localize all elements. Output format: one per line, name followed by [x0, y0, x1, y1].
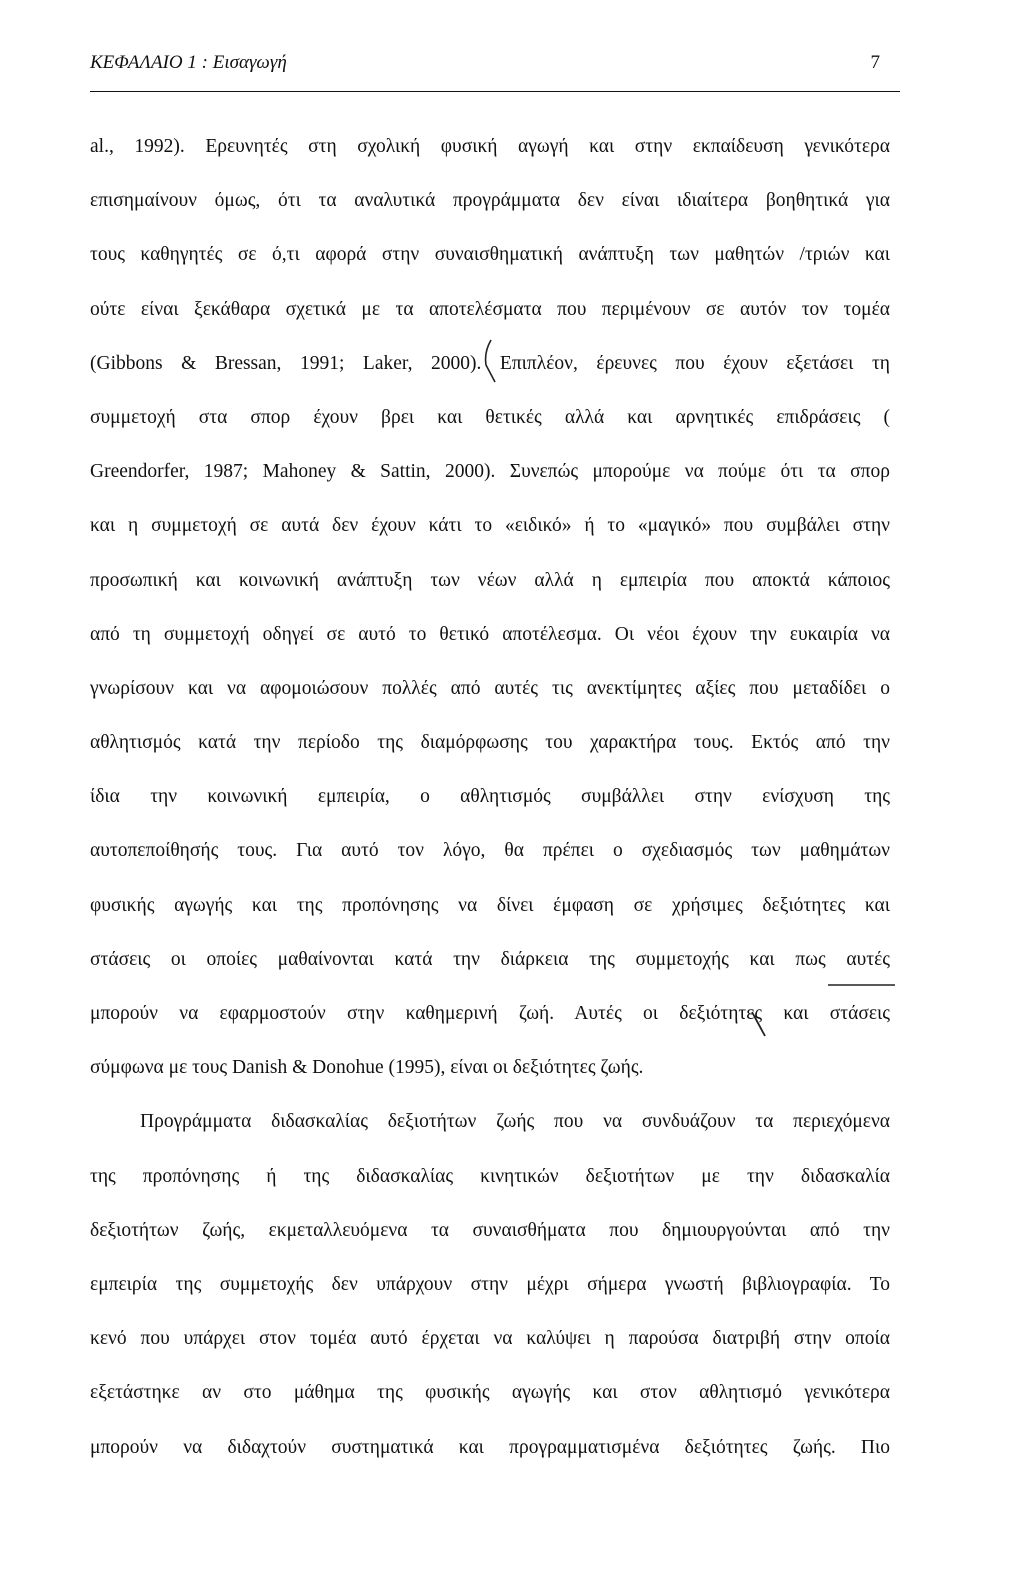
text-line: της προπόνησης ή της διδασκαλίας κινητικών δεξιοτήτων με την διδασκαλία — [90, 1165, 890, 1187]
text-line: εμπειρία της συμμετοχής δεν υπάρχουν στην μέχρι σήμερα γνωστή βιβλιογραφία. Το — [90, 1273, 890, 1295]
text-line: και η συμμετοχή σε αυτά δεν έχουν κάτι το «ειδικό» ή το «μαγικό» που συμβάλει στην — [90, 515, 890, 537]
pen-bracket-mark — [486, 340, 495, 382]
page-number: 7 — [870, 52, 880, 73]
text-line: επισημαίνουν όμως, ότι τα αναλυτικά προγράμματα δεν είναι ιδιαίτερα βοηθητικά για — [90, 190, 890, 212]
text-line: αυτοπεποίθησής τους. Για αυτό τον λόγο, θα πρέπει ο σχεδιασμός των μαθημάτων — [90, 840, 890, 862]
text-line: ούτε είναι ξεκάθαρα σχετικά με τα αποτελέσματα που περιμένουν σε αυτόν τον τομέα — [90, 298, 890, 320]
text-line: σύμφωνα με τους Danish & Donohue (1995), είναι οι δεξιότητες ζωής. — [90, 1057, 644, 1079]
text-line: Προγράμματα διδασκαλίας δεξιοτήτων ζωής που να συνδυάζουν τα περιεχόμενα — [140, 1111, 890, 1133]
text-line: στάσεις οι οποίες μαθαίνονται κατά την διάρκεια της συμμετοχής και πως αυτές — [90, 948, 890, 970]
text-line: τους καθηγητές σε ό,τι αφορά στην συναισθηματική ανάπτυξη των μαθητών /τριών και — [90, 244, 890, 266]
text-line: al., 1992). Ερευνητές στη σχολική φυσική αγωγή και στην εκπαίδευση γενικότερα — [90, 136, 890, 157]
text-line: κενό που υπάρχει στον τομέα αυτό έρχεται να καλύψει η παρούσα διατριβή στην οποία — [90, 1328, 890, 1350]
text-line: συμμετοχή στα σπορ έχουν βρει και θετικές αλλά και αρνητικές επιδράσεις ( — [90, 406, 890, 428]
chapter-title: ΚΕΦΑΛΑΙΟ 1 : Εισαγωγή — [90, 52, 287, 73]
text-line: Greendorfer, 1987; Mahoney & Sattin, 2000). Συνεπώς μπορούμε να πούμε ότι τα σπορ — [90, 461, 890, 483]
text-line: εξετάστηκε αν στο μάθημα της φυσικής αγωγής και στον αθλητισμό γενικότερα — [90, 1382, 890, 1404]
text-line: μπορούν να διδαχτούν συστηματικά και προγραμματισμένα δεξιότητες ζωής. Πιο — [90, 1436, 890, 1458]
text-line: δεξιοτήτων ζωής, εκμεταλλευόμενα τα συναισθήματα που δημιουργούνται από την — [90, 1219, 890, 1241]
text-line: φυσικής αγωγής και της προπόνησης να δίνει έμφαση σε χρήσιμες δεξιότητες και — [90, 894, 890, 916]
pen-slash-mark — [752, 1012, 765, 1036]
text-line: μπορούν να εφαρμοστούν στην καθημερινή ζωή. Αυτές οι δεξιότητες και στάσεις — [90, 1003, 890, 1024]
text-line: γνωρίσουν και να αφομοιώσουν πολλές από αυτές τις ανεκτίμητες αξίες που μεταδίδει ο — [90, 677, 890, 699]
text-line: αθλητισμός κατά την περίοδο της διαμόρφωσης του χαρακτήρα τους. Εκτός από την — [90, 732, 890, 754]
text-line: από τη συμμετοχή οδηγεί σε αυτό το θετικό αποτέλεσμα. Οι νέοι έχουν την ευκαιρία να — [90, 623, 890, 645]
text-line: ίδια την κοινωνική εμπειρία, ο αθλητισμός συμβάλλει στην ενίσχυση της — [90, 786, 890, 808]
text-line: (Gibbons & Bressan, 1991; Laker, 2000). Επιπλέον, έρευνες που έχουν εξετάσει τη — [90, 352, 890, 374]
text-line: προσωπική και κοινωνική ανάπτυξη των νέων αλλά η εμπειρία που αποκτά κάποιος — [90, 569, 890, 591]
